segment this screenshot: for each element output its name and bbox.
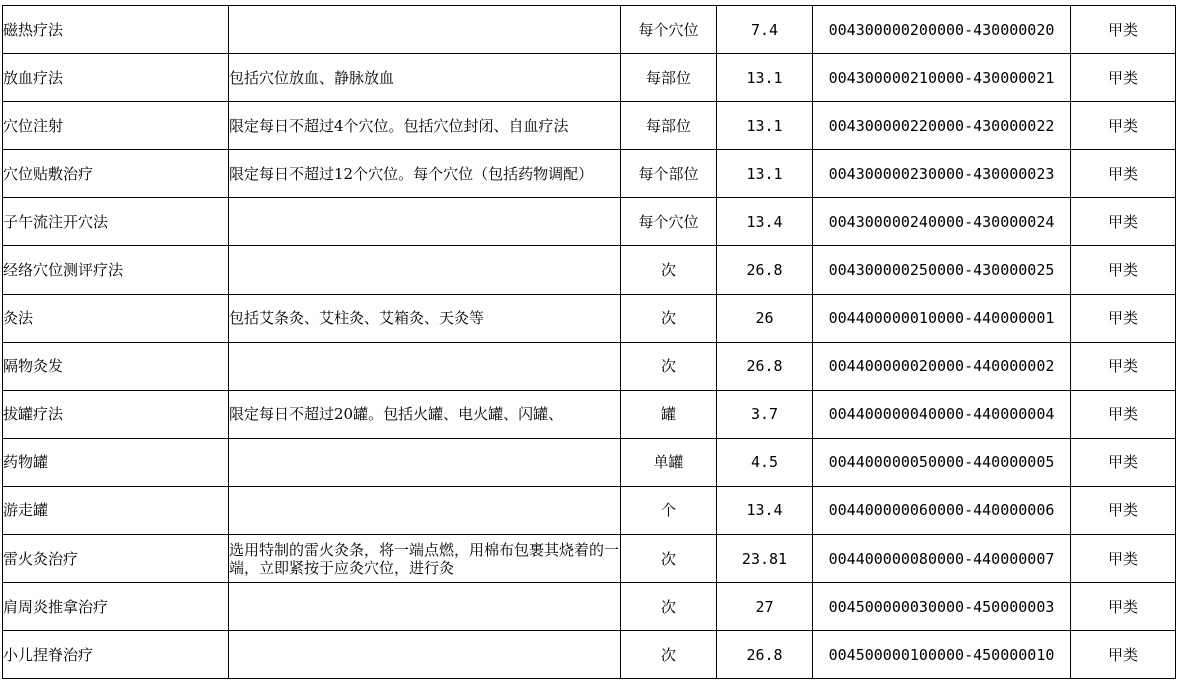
- item-code-cell: 004300000250000-430000025: [813, 246, 1071, 294]
- item-unit-cell: 每部位: [621, 102, 717, 150]
- table-row: [3, 583, 1176, 631]
- item-category-cell: 甲类: [1071, 535, 1176, 583]
- item-description-cell: [229, 486, 621, 534]
- item-price-cell: 26.8: [717, 631, 813, 679]
- table-row: [3, 438, 1176, 486]
- table-row: [3, 102, 1176, 150]
- item-description-cell: [229, 198, 621, 246]
- item-category-cell: 甲类: [1071, 294, 1176, 342]
- table-row: [3, 342, 1176, 390]
- table-row: [3, 54, 1176, 102]
- item-name-cell: 子午流注开穴法: [3, 198, 229, 246]
- item-category-cell: 甲类: [1071, 6, 1176, 54]
- item-unit-cell: 次: [621, 246, 717, 294]
- item-name-cell: 经络穴位测评疗法: [3, 246, 229, 294]
- item-code-cell: 004300000220000-430000022: [813, 102, 1071, 150]
- item-category-cell: 甲类: [1071, 583, 1176, 631]
- item-unit-cell: 次: [621, 583, 717, 631]
- table-row: [3, 198, 1176, 246]
- item-price-cell: 13.1: [717, 102, 813, 150]
- table-row: [3, 631, 1176, 679]
- item-description-cell: [229, 631, 621, 679]
- item-price-cell: 26.8: [717, 246, 813, 294]
- item-name-cell: 游走罐: [3, 486, 229, 534]
- item-description-cell: [229, 246, 621, 294]
- item-price-cell: 3.7: [717, 390, 813, 438]
- item-price-cell: 13.1: [717, 150, 813, 198]
- item-unit-cell: 单罐: [621, 438, 717, 486]
- item-description-cell: [229, 6, 621, 54]
- item-category-cell: 甲类: [1071, 631, 1176, 679]
- fee-table: [2, 5, 1176, 679]
- item-price-cell: 13.1: [717, 54, 813, 102]
- item-category-cell: 甲类: [1071, 438, 1176, 486]
- item-code-cell: 004400000040000-440000004: [813, 390, 1071, 438]
- item-price-cell: 27: [717, 583, 813, 631]
- item-code-cell: 004400000010000-440000001: [813, 294, 1071, 342]
- item-category-cell: 甲类: [1071, 198, 1176, 246]
- item-name-cell: 小儿捏脊治疗: [3, 631, 229, 679]
- item-description-cell: 限定每日不超过4个穴位。包括穴位封闭、自血疗法: [229, 102, 621, 150]
- item-price-cell: 13.4: [717, 486, 813, 534]
- item-description-cell: [229, 583, 621, 631]
- item-unit-cell: 次: [621, 535, 717, 583]
- item-price-cell: 7.4: [717, 6, 813, 54]
- item-category-cell: 甲类: [1071, 342, 1176, 390]
- item-name-cell: 磁热疗法: [3, 6, 229, 54]
- item-code-cell: 004300000240000-430000024: [813, 198, 1071, 246]
- item-description-cell: 限定每日不超过12个穴位。每个穴位（包括药物调配）: [229, 150, 621, 198]
- table-row: [3, 535, 1176, 583]
- item-category-cell: 甲类: [1071, 390, 1176, 438]
- item-code-cell: 004300000200000-430000020: [813, 6, 1071, 54]
- fee-table-body: [3, 6, 1176, 679]
- item-unit-cell: 罐: [621, 390, 717, 438]
- item-code-cell: 004300000230000-430000023: [813, 150, 1071, 198]
- item-name-cell: 穴位注射: [3, 102, 229, 150]
- table-row: [3, 486, 1176, 534]
- item-name-cell: 放血疗法: [3, 54, 229, 102]
- item-category-cell: 甲类: [1071, 150, 1176, 198]
- item-code-cell: 004300000210000-430000021: [813, 54, 1071, 102]
- item-name-cell: 雷火灸治疗: [3, 535, 229, 583]
- item-name-cell: 药物罐: [3, 438, 229, 486]
- item-unit-cell: 每部位: [621, 54, 717, 102]
- item-price-cell: 26: [717, 294, 813, 342]
- item-unit-cell: 每个部位: [621, 150, 717, 198]
- item-description-cell: [229, 342, 621, 390]
- table-row: [3, 6, 1176, 54]
- item-code-cell: 004400000050000-440000005: [813, 438, 1071, 486]
- item-code-cell: 004400000020000-440000002: [813, 342, 1071, 390]
- item-name-cell: 穴位贴敷治疗: [3, 150, 229, 198]
- item-unit-cell: 每个穴位: [621, 6, 717, 54]
- item-code-cell: 004400000080000-440000007: [813, 535, 1071, 583]
- item-name-cell: 拔罐疗法: [3, 390, 229, 438]
- item-price-cell: 4.5: [717, 438, 813, 486]
- item-name-cell: 肩周炎推拿治疗: [3, 583, 229, 631]
- table-row: [3, 150, 1176, 198]
- item-unit-cell: 每个穴位: [621, 198, 717, 246]
- item-price-cell: 26.8: [717, 342, 813, 390]
- item-description-cell: 包括穴位放血、静脉放血: [229, 54, 621, 102]
- item-unit-cell: 次: [621, 294, 717, 342]
- table-row: [3, 294, 1176, 342]
- table-row: [3, 246, 1176, 294]
- table-row: [3, 390, 1176, 438]
- item-unit-cell: 个: [621, 486, 717, 534]
- item-unit-cell: 次: [621, 631, 717, 679]
- item-description-cell: 选用特制的雷火灸条，将一端点燃，用棉布包裹其烧着的一端，立即紧按于应灸穴位，进行灸: [229, 535, 621, 583]
- item-code-cell: 004500000030000-450000003: [813, 583, 1071, 631]
- item-code-cell: 004400000060000-440000006: [813, 486, 1071, 534]
- item-description-cell: [229, 438, 621, 486]
- item-name-cell: 隔物灸发: [3, 342, 229, 390]
- item-category-cell: 甲类: [1071, 102, 1176, 150]
- item-category-cell: 甲类: [1071, 246, 1176, 294]
- item-category-cell: 甲类: [1071, 486, 1176, 534]
- item-price-cell: 23.81: [717, 535, 813, 583]
- item-description-cell: 限定每日不超过20罐。包括火罐、电火罐、闪罐、: [229, 390, 621, 438]
- item-category-cell: 甲类: [1071, 54, 1176, 102]
- item-code-cell: 004500000100000-450000010: [813, 631, 1071, 679]
- item-name-cell: 灸法: [3, 294, 229, 342]
- item-unit-cell: 次: [621, 342, 717, 390]
- item-description-cell: 包括艾条灸、艾柱灸、艾箱灸、天灸等: [229, 294, 621, 342]
- item-price-cell: 13.4: [717, 198, 813, 246]
